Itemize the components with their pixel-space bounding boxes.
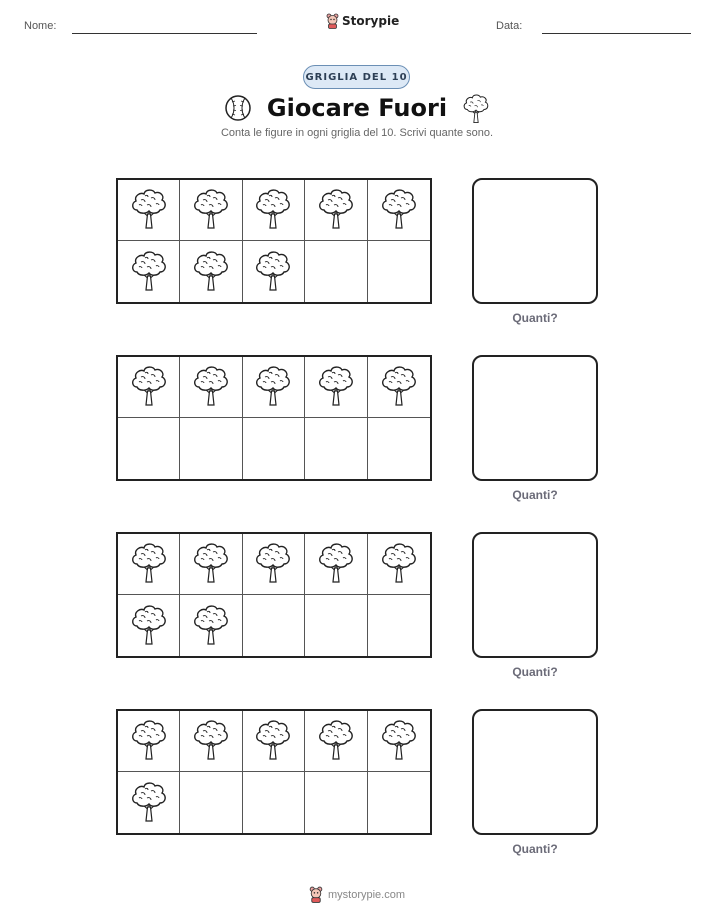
tree-icon: [129, 363, 169, 411]
tree-icon: [379, 540, 419, 588]
ten-frame-cell: [180, 357, 242, 418]
date-line[interactable]: [542, 33, 691, 34]
ten-frame-cell: [368, 711, 430, 772]
tree-icon: [191, 540, 231, 588]
ten-frame-cell: [180, 180, 242, 241]
tree-icon: [379, 186, 419, 234]
ten-frame-cell: [243, 711, 305, 772]
ten-frame-cell: [180, 418, 242, 479]
ten-frame-cell: [305, 180, 367, 241]
ten-frame-4: [116, 709, 432, 835]
ten-frame-cell: [118, 534, 180, 595]
ten-frame-cell: [305, 772, 367, 833]
ten-frame-cell: [305, 241, 367, 302]
category-badge: GRIGLIA DEL 10: [303, 65, 410, 89]
instructions: Conta le figure in ogni griglia del 10. Scrivi quante sono.: [220, 127, 494, 139]
footer: [0, 886, 714, 903]
tree-icon: [191, 363, 231, 411]
ten-frame-3: [116, 532, 432, 658]
name-line[interactable]: [72, 33, 257, 34]
tree-icon: [191, 186, 231, 234]
ten-frame-cell: [368, 241, 430, 302]
ten-frame-cell: [180, 772, 242, 833]
tree-icon: [253, 540, 293, 588]
ten-frame-cell: [368, 772, 430, 833]
page-title: Giocare Fuori: [266, 94, 448, 122]
ten-frame-cell: [368, 418, 430, 479]
tree-icon: [129, 540, 169, 588]
answer-prompt-3: Quanti?: [512, 665, 558, 679]
tree-icon: [253, 717, 293, 765]
bear-logo-icon: [326, 13, 339, 29]
tree-icon: [379, 363, 419, 411]
date-label: Data:: [496, 20, 523, 32]
ten-frame-cell: [180, 595, 242, 656]
ten-frame-cell: [118, 241, 180, 302]
tree-icon: [253, 363, 293, 411]
name-label: Nome:: [24, 20, 57, 32]
ten-frame-2: [116, 355, 432, 481]
tree-icon: [129, 248, 169, 296]
ten-frame-cell: [243, 418, 305, 479]
footer-site: mystorypie.com: [327, 888, 406, 901]
ten-frame-cell: [118, 711, 180, 772]
ten-frame-cell: [180, 534, 242, 595]
tree-icon: [316, 540, 356, 588]
ten-frame-cell: [368, 595, 430, 656]
brand-name: Storypie: [342, 14, 400, 28]
tree-icon: [191, 602, 231, 650]
ten-frame-cell: [118, 772, 180, 833]
tree-icon: [461, 92, 491, 124]
ten-frame-cell: [305, 595, 367, 656]
ten-frame-cell: [305, 418, 367, 479]
tree-icon: [316, 363, 356, 411]
tree-icon: [129, 602, 169, 650]
ten-frame-cell: [118, 180, 180, 241]
ten-frame-cell: [243, 241, 305, 302]
ten-frame-cell: [180, 241, 242, 302]
ten-frame-cell: [368, 357, 430, 418]
storypie-logo: [326, 13, 399, 29]
tree-icon: [129, 717, 169, 765]
answer-prompt-4: Quanti?: [512, 842, 558, 856]
tree-icon: [379, 717, 419, 765]
ten-frame-cell: [368, 534, 430, 595]
tree-icon: [316, 186, 356, 234]
title-row: [0, 90, 714, 126]
tree-icon: [191, 248, 231, 296]
answer-box-3[interactable]: [472, 532, 598, 658]
bear-logo-icon: [309, 886, 323, 903]
answer-prompt-2: Quanti?: [512, 488, 558, 502]
tree-icon: [191, 717, 231, 765]
tree-icon: [129, 186, 169, 234]
tree-icon: [253, 186, 293, 234]
tree-icon: [129, 779, 169, 827]
ten-frame-cell: [305, 534, 367, 595]
ten-frame-cell: [118, 595, 180, 656]
ten-frame-cell: [243, 595, 305, 656]
ten-frame-cell: [305, 357, 367, 418]
ten-frame-cell: [305, 711, 367, 772]
ten-frame-cell: [368, 180, 430, 241]
ten-frame-cell: [118, 357, 180, 418]
ten-frame-cell: [243, 180, 305, 241]
ten-frame-cell: [243, 772, 305, 833]
baseball-icon: [223, 93, 253, 123]
answer-box-2[interactable]: [472, 355, 598, 481]
tree-icon: [253, 248, 293, 296]
ten-frame-cell: [243, 534, 305, 595]
ten-frame-cell: [118, 418, 180, 479]
tree-icon: [316, 717, 356, 765]
ten-frame-1: [116, 178, 432, 304]
ten-frame-cell: [243, 357, 305, 418]
answer-box-1[interactable]: [472, 178, 598, 304]
answer-box-4[interactable]: [472, 709, 598, 835]
ten-frame-cell: [180, 711, 242, 772]
answer-prompt-1: Quanti?: [512, 311, 558, 325]
